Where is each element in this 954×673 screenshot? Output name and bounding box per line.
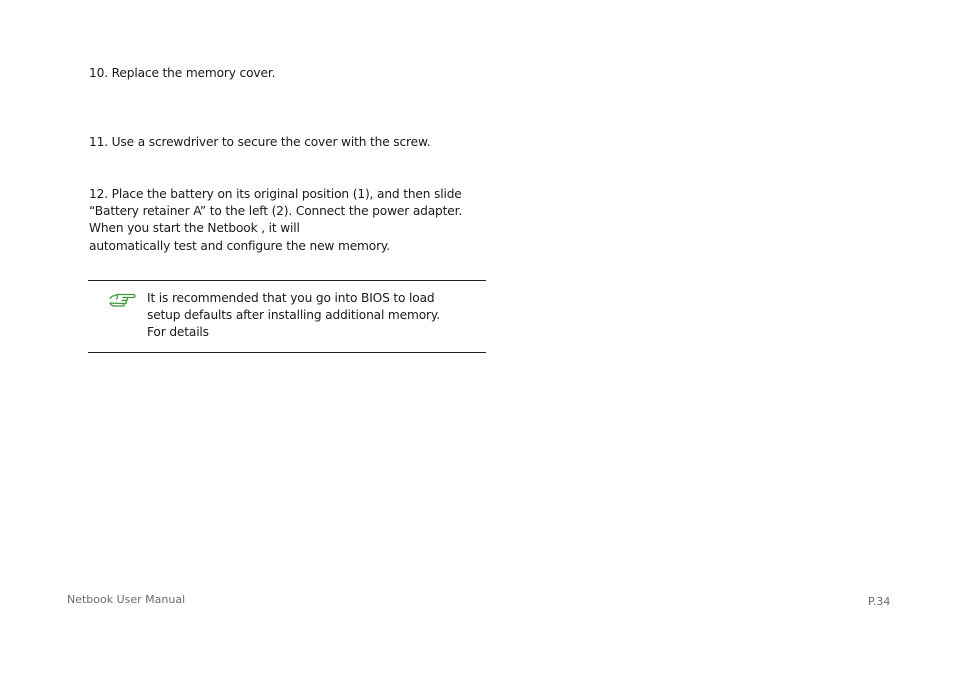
note-line-1: It is recommended that you go into BIOS to load <box>147 291 435 305</box>
footer-manual-title: Netbook User Manual <box>67 593 186 606</box>
note-top-rule <box>88 280 486 281</box>
step-12-line-2: “Battery retainer A” to the left (2). Connect the power adapter. <box>89 204 463 218</box>
step-12-line-3: When you start the Netbook , it will <box>89 221 300 235</box>
step-11-text: 11. Use a screwdriver to secure the cover with the screw. <box>89 135 431 149</box>
footer-page-number: P.34 <box>868 595 891 608</box>
note-line-2: setup defaults after installing additional memory. <box>147 308 440 322</box>
note-line-3: For details <box>147 325 209 339</box>
pointing-hand-icon <box>108 290 136 308</box>
step-12-line-4: automatically test and configure the new memory. <box>89 239 390 253</box>
note-bottom-rule <box>88 352 486 353</box>
step-12-line-1: 12. Place the battery on its original position (1), and then slide <box>89 187 462 201</box>
step-10-text: 10. Replace the memory cover. <box>89 66 276 80</box>
